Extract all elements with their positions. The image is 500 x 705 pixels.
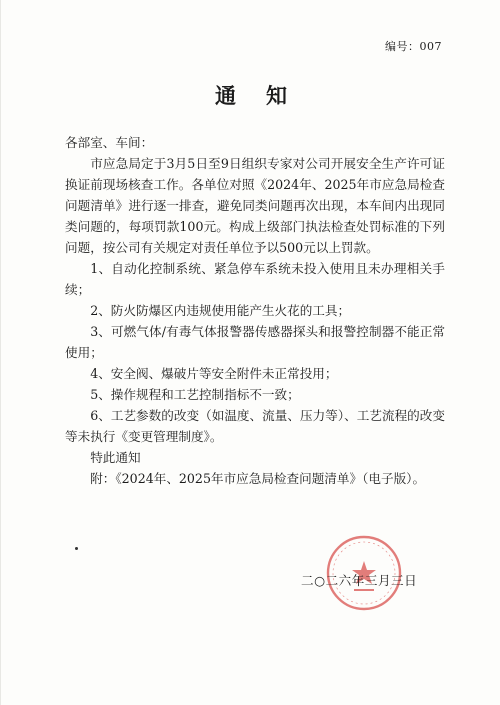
stray-dot: [75, 547, 78, 550]
list-item: 5、操作规程和工艺控制指标不一致；: [90, 387, 300, 402]
issue-date: 二○二六年三月三日: [301, 573, 418, 588]
body-paragraph: 市应急局定于3月5日至9日组织专家对公司开展安全生产许可证换证前现场核查工作。各单位对照《2024年、2025年市应急局检查问题清单》进行逐一排查，避免同类问题再次出现，本车间内出现同类问题的，每项罚款100元。构成上级部门执法检查处罚标准的下列问题，按公司有关规定对责任单位予以500元以上罚款。: [65, 156, 445, 255]
list-item: 1、自动化控制系统、紧急停车系统未投入使用且未办理相关手续；: [65, 261, 445, 297]
document-body: [65, 132, 445, 489]
list-item: 4、安全阀、爆破片等安全附件未正常投用；: [90, 366, 338, 381]
closing-line: 特此通知: [90, 450, 141, 465]
salutation: 各部室、车间：: [65, 135, 154, 150]
document-number: 编号：007: [385, 40, 442, 53]
list-item: 2、防火防爆区内违规使用能产生火花的工具；: [90, 303, 351, 318]
attachment-line: 附：《2024年、2025年市应急局检查问题清单》（电子版）。: [90, 471, 426, 486]
document-title: 通知: [215, 83, 317, 108]
list-item: 3、可燃气体/有毒气体报警器传感器探头和报警控制器不能正常使用；: [65, 324, 445, 360]
list-item: 6、工艺参数的改变（如温度、流量、压力等）、工艺流程的改变等未执行《变更管理制度》。: [65, 408, 445, 444]
